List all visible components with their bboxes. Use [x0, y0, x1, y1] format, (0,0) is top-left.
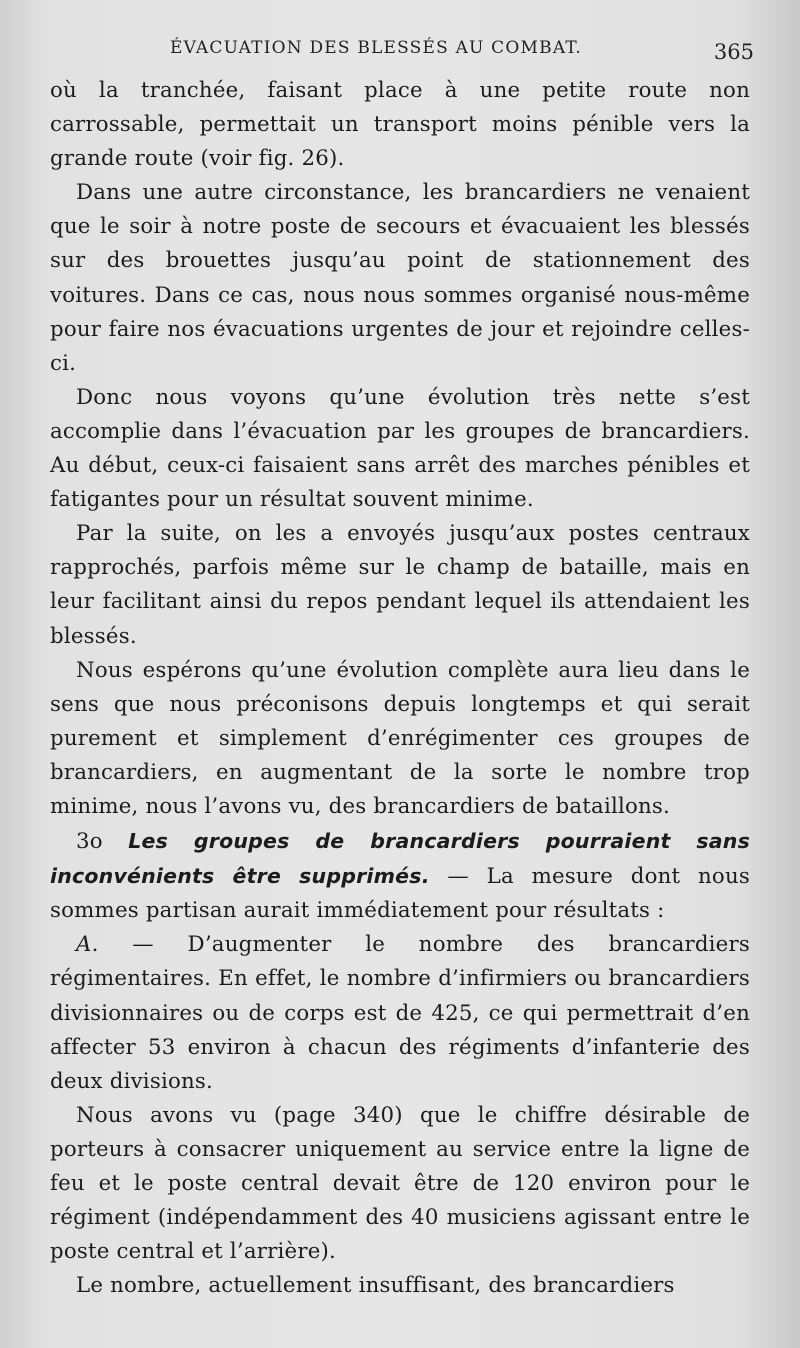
paragraph: Nous avons vu (page 340) que le chiffre désirable de porteurs à consacrer uniquement au service entre la ligne de feu et le poste central devait être de 120 environ pour le régiment (indépendamment des 40 musiciens agissant entre le poste central et l’arrière).	[50, 1102, 750, 1265]
body-text	[50, 74, 750, 1303]
paragraph: Par la suite, on les a envoyés jusqu’aux postes centraux rapprochés, parfois même sur le champ de bataille, mais en leur facilitant ainsi du repos pendant lequel ils attendaient les blessés.	[50, 521, 750, 649]
paragraph: Donc nous voyons qu’une évolution très nette s’est accomplie dans l’évacuation par les groupes de brancardiers. Au début, ceux-ci faisaient sans arrêt des marches pénibles et fatigantes pour un résultat souvent minime.	[50, 384, 750, 513]
list-item-a	[50, 928, 750, 1098]
section-text: — La mesure dont nous sommes partisan aurait immédiatement pour résultats :	[50, 864, 750, 924]
item-letter: A.	[76, 932, 99, 958]
paragraph: Dans une autre circonstance, les brancardiers ne venaient que le soir à notre poste de secours et évacuaient les blessés sur des brouettes jusqu’au point de stationnement des voitures. Dans ce cas, nous nous sommes organisé nous-même pour faire nos évacuations urgentes de jour et rejoindre celles-ci.	[50, 180, 750, 376]
section-title: Les groupes de brancardiers pourraient sans inconvénients être supprimés.	[50, 829, 750, 889]
item-text: — D’augmenter le nombre des brancardiers régimentaires. En effet, le nombre d’infirmiers ou brancardiers divisionnaires ou de corps est de 425, ce qui permettrait d’en affecter 53 environ à chacun des régiments d’infanterie des deux divisions.	[50, 932, 750, 1094]
page-number: 365	[713, 40, 754, 64]
section-number: 3o	[76, 829, 103, 855]
paragraph: Nous espérons qu’une évolution complète aura lieu dans le sens que nous préconisons depuis longtemps et qui serait purement et simplement d’enrégimenter ces groupes de brancardiers, en augmentant de la sorte le nombre trop minime, nous l’avons vu, des brancardiers de bataillons.	[50, 657, 750, 819]
paragraph-continued: où la tranchée, faisant place à une petite route non carrossable, permettait un transport moins pénible vers la grande route (voir fig. 26).	[50, 78, 750, 172]
running-head: ÉVACUATION DES BLESSÉS AU COMBAT.	[170, 38, 583, 58]
section-paragraph	[50, 824, 750, 928]
paragraph-continues: Le nombre, actuellement insuffisant, des brancardiers	[76, 1273, 675, 1299]
